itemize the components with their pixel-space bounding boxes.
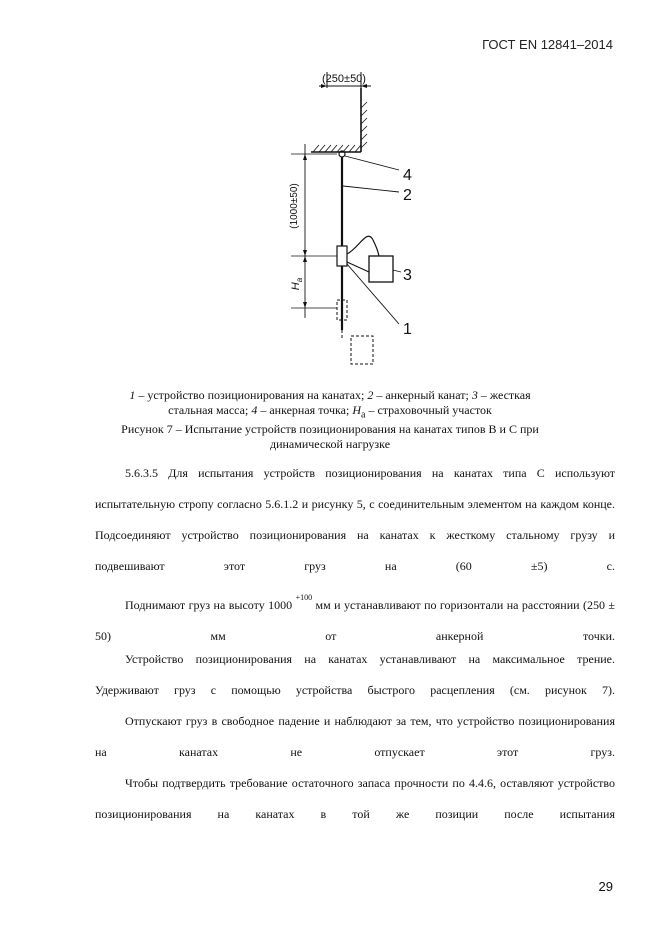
label-1: 1 — [403, 321, 412, 338]
caption-legend-1: 1 – устройство позиционирования на канатах; 2 – анкерный канат; 3 – жесткая — [129, 388, 531, 402]
page-number: 29 — [598, 879, 613, 894]
paragraph-release: Отпускают груз в свободное падение и наблюдают за тем, что устройство позиционирования на канатах не отпускает этот груз. — [95, 714, 615, 759]
positioning-device — [337, 246, 347, 266]
diagram-svg — [275, 68, 435, 380]
label-2: 2 — [403, 187, 412, 204]
paragraph-5-6-3-5: 5.6.3.5 Для испытания устройств позиционирования на канатах типа С используют испытательную стропу согласно 5.6.1.2 и рисунку 5, с соединительным элементом на каждом конце. Подсоединяют устройство позиционирования на канатах к жесткому стальному грузу и подвешивают этот груз на (60 ±5) с. — [95, 466, 615, 573]
page-header: ГОСТ EN 12841–2014 — [482, 37, 613, 52]
dim-side-label: (1000±50) — [289, 183, 300, 229]
figure-caption — [120, 388, 540, 452]
label-4: 4 — [403, 167, 412, 184]
test-diagram — [275, 68, 435, 380]
label-3: 3 — [403, 267, 412, 284]
caption-legend-2: стальная масса; 4 – анкерная точка; $H_a$ – страховочный участок — [168, 403, 492, 421]
steel-mass — [369, 256, 393, 282]
dim-top-label: (250±50) — [322, 73, 366, 85]
paragraph-lift: Поднимают груз на высоту 1000 $^{+100}$ мм и устанавливают по горизонтали на расстоянии (250 ± 50) мм от анкерной точки. — [95, 593, 615, 643]
dim-ha-label: $H_a$ — [290, 277, 304, 291]
caption-title: Рисунок 7 – Испытание устройств позиционирования на канатах типов B и C при динамической нагрузке — [121, 422, 539, 452]
paragraph-friction: Устройство позиционирования на канатах устанавливают на максимальное трение. Удерживают груз с помощью устройства быстрого расцепления (см. рисунок 7). — [95, 652, 615, 697]
paragraph-residual-strength: Чтобы подтвердить требование остаточного запаса прочности по 4.4.6, оставляют устройство позиционирования на канатах в той же позиции после испытания — [95, 776, 615, 821]
